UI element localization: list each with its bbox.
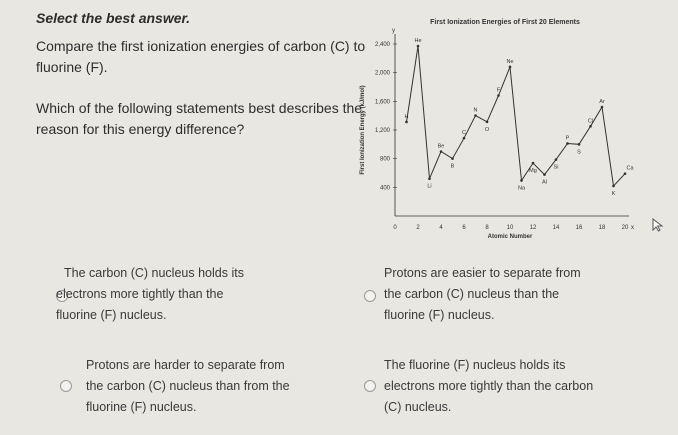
data-point-f [497, 94, 500, 97]
point-label-ar: Ar [599, 98, 605, 105]
option-d[interactable] [384, 355, 593, 418]
x-axis-label: Atomic Number [487, 234, 533, 240]
data-point-p [566, 142, 569, 145]
data-point-k [612, 185, 615, 188]
option-c-line: the carbon (C) nucleus than from the [86, 379, 290, 393]
prompt-line: fluorine (F). [36, 59, 108, 75]
point-label-li: Li [427, 183, 432, 190]
point-label-n: N [473, 107, 478, 114]
y-axis-label: First Ionization Energy (kJ/mol) [360, 85, 366, 175]
option-b[interactable] [384, 263, 581, 326]
data-point-li [428, 177, 431, 180]
point-label-si: Si [553, 164, 559, 171]
data-point-ar [601, 106, 604, 109]
point-label-f: F [496, 87, 501, 94]
data-point-s [578, 143, 581, 146]
data-point-h [405, 121, 408, 124]
point-label-h: H [404, 113, 409, 120]
question-prompt [36, 36, 366, 78]
x-axis-letter: x [631, 225, 634, 231]
x-tick-label: 20 [621, 225, 629, 231]
point-label-b: B [450, 163, 455, 170]
x-tick-label: 2 [416, 225, 420, 231]
option-b-line: Protons are easier to separate from [384, 266, 581, 280]
option-b-line: fluorine (F) nucleus. [384, 308, 495, 322]
series-line [404, 46, 626, 186]
x-tick-label: 18 [598, 225, 606, 231]
option-a-line: fluorine (F) nucleus. [56, 308, 167, 322]
point-label-s: S [577, 149, 581, 156]
data-point-b [451, 157, 454, 160]
data-point-he [417, 45, 420, 48]
point-label-k: K [611, 190, 616, 197]
question-line: Which of the following statements best describes the [36, 100, 363, 116]
option-d-radio[interactable] [364, 380, 376, 392]
option-c-radio[interactable] [60, 380, 72, 392]
question-text [36, 98, 376, 140]
y-tick-label: 400 [379, 185, 390, 192]
option-a[interactable] [56, 263, 244, 326]
prompt-line: Compare the first ionization energies of carbon (C) to [36, 38, 366, 54]
chart-svg [345, 12, 645, 247]
y-tick-label: 1,200 [374, 128, 390, 134]
data-point-c [463, 137, 466, 140]
x-tick-label: 8 [485, 225, 489, 231]
x-tick-label: 12 [529, 225, 537, 231]
point-label-ca: Ca [626, 165, 634, 172]
y-tick-label: 2,400 [374, 42, 390, 48]
point-label-na: Na [517, 185, 526, 192]
point-label-he: He [414, 38, 422, 45]
ionization-energy-chart [345, 12, 645, 247]
data-point-al [543, 173, 546, 176]
question-line: reason for this energy difference? [36, 121, 245, 137]
x-tick-label: 0 [393, 225, 397, 231]
option-b-line: the carbon (C) nucleus than the [384, 287, 560, 301]
point-label-be: Be [437, 143, 445, 150]
x-tick-label: 16 [575, 225, 583, 231]
point-label-al: Al [542, 179, 547, 186]
mouse-pointer-icon [652, 218, 664, 235]
y-tick-label: 800 [379, 156, 390, 163]
option-d-line: electrons more tightly than the carbon [384, 379, 594, 393]
x-tick-label: 14 [552, 225, 560, 231]
data-point-ne [509, 66, 512, 69]
data-point-mg [532, 162, 535, 165]
y-axis-letter: y [392, 28, 395, 34]
option-d-line: (C) nucleus. [384, 400, 452, 414]
data-point-si [555, 158, 558, 161]
option-c-line: fluorine (F) nucleus. [86, 400, 197, 414]
option-b-radio[interactable] [364, 290, 376, 302]
point-label-c: C [462, 130, 466, 137]
point-label-mg: Mg [529, 168, 537, 175]
option-c[interactable] [86, 355, 290, 418]
instruction-text: Select the best answer. [36, 10, 191, 26]
y-tick-label: 1,600 [374, 99, 390, 106]
x-tick-label: 10 [506, 225, 514, 231]
chart-title: First Ionization Energies of First 20 Elements [430, 19, 580, 26]
data-point-o [486, 121, 489, 124]
x-tick-label: 4 [439, 225, 443, 231]
data-point-ca [624, 172, 627, 175]
data-point-na [520, 179, 523, 182]
point-label-ne: Ne [506, 58, 514, 65]
x-tick-label: 6 [462, 225, 466, 231]
option-a-line: The carbon (C) nucleus holds its [64, 266, 244, 280]
option-c-line: Protons are harder to separate from [86, 358, 285, 372]
data-point-n [474, 114, 477, 117]
data-point-cl [589, 125, 592, 128]
option-d-line: The fluorine (F) nucleus holds its [384, 358, 566, 372]
point-label-p: P [565, 135, 570, 142]
point-label-o: O [484, 126, 490, 133]
option-a-line: electrons more tightly than the [56, 287, 224, 301]
point-label-cl: Cl [587, 118, 594, 125]
y-tick-label: 2,000 [374, 70, 390, 77]
data-point-be [440, 150, 443, 153]
